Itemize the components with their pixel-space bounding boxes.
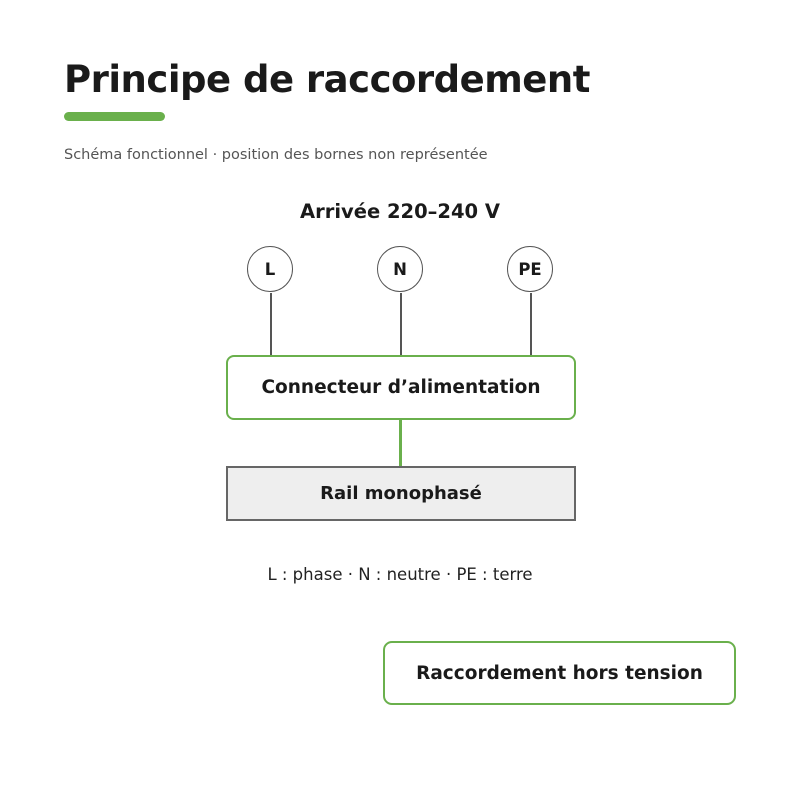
wire-l (270, 293, 272, 355)
power-connector-box: Connecteur d’alimentation (226, 355, 576, 420)
supply-label: Arrivée 220–240 V (300, 200, 500, 223)
connector-rail-link (399, 420, 402, 467)
terminal-l: L (247, 246, 293, 292)
note-badge: Raccordement hors tension (383, 641, 736, 705)
page-title: Principe de raccordement (64, 58, 590, 101)
wire-n (400, 293, 402, 355)
rail-box: Rail monophasé (226, 466, 576, 521)
wire-pe (530, 293, 532, 355)
terminal-n: N (377, 246, 423, 292)
terminal-pe: PE (507, 246, 553, 292)
page-subtitle: Schéma fonctionnel · position des bornes non représentée (64, 147, 488, 163)
terminal-legend: L : phase · N : neutre · PE : terre (267, 565, 533, 584)
